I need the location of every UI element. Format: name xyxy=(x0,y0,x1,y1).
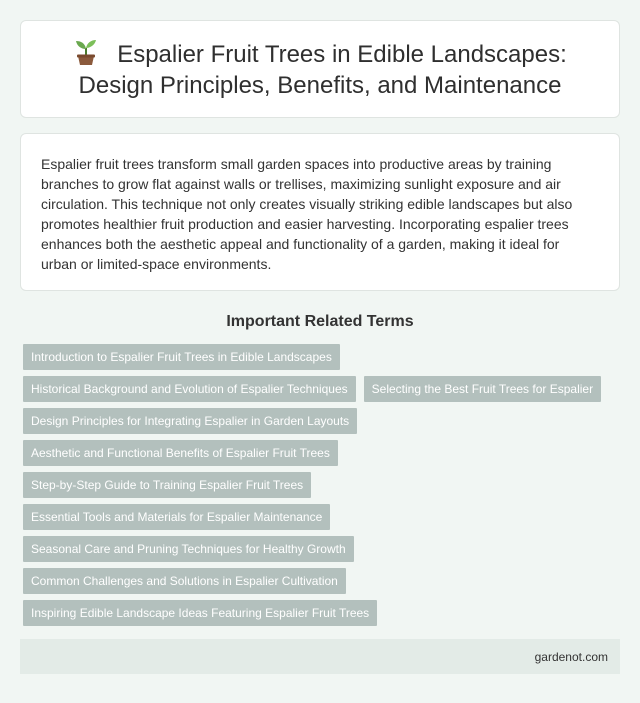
term-row xyxy=(23,376,620,408)
term-tag[interactable]: Essential Tools and Materials for Espalier Maintenance xyxy=(23,504,330,530)
page-title-text: Espalier Fruit Trees in Edible Landscapes: Design Principles, Benefits, and Maintenance xyxy=(78,40,567,99)
footer-site-name: gardenot.com xyxy=(534,649,608,664)
term-tag[interactable]: Common Challenges and Solutions in Espalier Cultivation xyxy=(23,568,346,594)
term-tag[interactable]: Aesthetic and Functional Benefits of Espalier Fruit Trees xyxy=(23,440,338,466)
title-card xyxy=(20,20,620,118)
term-row xyxy=(23,536,620,568)
term-tag[interactable]: Introduction to Espalier Fruit Trees in Edible Landscapes xyxy=(23,344,340,370)
term-tag[interactable]: Seasonal Care and Pruning Techniques for Healthy Growth xyxy=(23,536,354,562)
term-tag[interactable]: Selecting the Best Fruit Trees for Espalier xyxy=(364,376,601,402)
term-row xyxy=(23,568,620,600)
intro-card xyxy=(20,133,620,291)
related-terms-heading: Important Related Terms xyxy=(226,313,414,330)
related-terms-list xyxy=(23,344,620,632)
term-tag[interactable]: Inspiring Edible Landscape Ideas Featuring Espalier Fruit Trees xyxy=(23,600,377,626)
term-tag[interactable]: Design Principles for Integrating Espalier in Garden Layouts xyxy=(23,408,357,434)
term-row xyxy=(23,600,620,632)
term-row xyxy=(23,344,620,376)
page-title xyxy=(51,38,589,101)
term-tag[interactable]: Historical Background and Evolution of Espalier Techniques xyxy=(23,376,356,402)
term-row xyxy=(23,408,620,440)
term-tag[interactable]: Step-by-Step Guide to Training Espalier Fruit Trees xyxy=(23,472,311,498)
intro-paragraph: Espalier fruit trees transform small garden spaces into productive areas by training branches to grow flat against walls or trellises, maximizing sunlight exposure and air circulation. This technique not only creates visually striking edible landscapes but also promotes healthier fruit production and easier harvesting. Incorporating espalier trees enhances both the aesthetic appeal and functionality of a garden, making it ideal for urban or limited-space environments. xyxy=(41,156,573,272)
term-row xyxy=(23,504,620,536)
sprout-icon xyxy=(73,38,99,66)
term-row xyxy=(23,440,620,472)
footer xyxy=(20,639,620,674)
term-row xyxy=(23,472,620,504)
